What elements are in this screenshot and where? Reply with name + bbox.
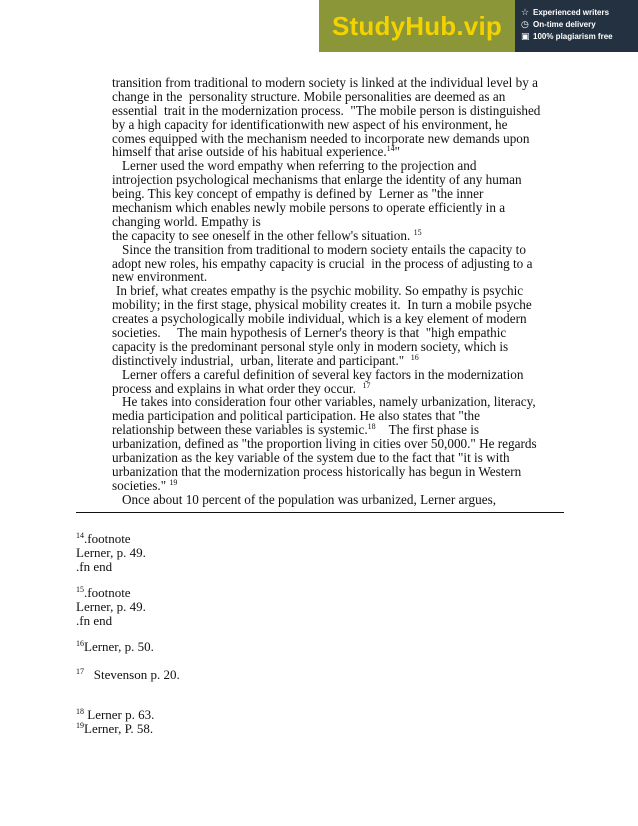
- text-line: essential trait in the modernization process. "The mobile person is distinguished: [112, 102, 541, 118]
- footnote-number: 18: [76, 707, 84, 716]
- text-line: Lerner offers a careful definition of several key factors in the modernization: [122, 366, 524, 382]
- footnote-number: 17: [76, 667, 84, 676]
- footnote-ref[interactable]: 19: [169, 477, 178, 487]
- footnote-number: 16: [76, 639, 84, 648]
- text-span: distinctively industrial, urban, literate and participant.": [112, 352, 411, 368]
- text-line: introjection psychological mechanisms that enlarge the identity of any human: [112, 172, 522, 188]
- text-line: creates a psychologically mobile individual, which is a key element of modern: [112, 311, 527, 327]
- text-line: capacity is the predominant personal style only in modern society, which is: [112, 338, 509, 354]
- text-span: process and explains in what order they occur.: [112, 380, 363, 396]
- text-line: changing world. Empathy is: [112, 213, 261, 229]
- text-line: Once about 10 percent of the population was urbanized, Lerner argues,: [122, 491, 496, 507]
- feature-item: [521, 18, 638, 30]
- footnote-text: Lerner, p. 50.: [84, 639, 154, 654]
- text-line: [112, 382, 564, 396]
- footnote-ref[interactable]: 16: [410, 352, 419, 362]
- text-line: urbanization that the modernization process historically has begun in Western: [112, 463, 522, 479]
- brand-name: StudyHub.vip: [332, 10, 502, 41]
- footnote-16: [76, 640, 556, 654]
- footnote-text: Lerner, p. 49.: [76, 599, 146, 614]
- footnote-text: Stevenson p. 20.: [84, 667, 180, 682]
- text-line: by a high capacity for identificationwith new aspect of his environment, he: [112, 116, 508, 132]
- footnote-ref[interactable]: 14: [386, 144, 395, 154]
- feature-item: [521, 30, 638, 42]
- footnote-text: Lerner, P. 58.: [84, 721, 154, 736]
- footnote-18: [76, 708, 556, 722]
- feature-label: On-time delivery: [533, 19, 596, 29]
- text-span: societies.": [112, 477, 170, 493]
- footnote-ref[interactable]: 15: [413, 227, 422, 237]
- footnote-text: .footnote: [84, 531, 131, 546]
- text-span: The first phase is: [375, 422, 480, 438]
- main-text: [112, 76, 564, 507]
- feature-list: [515, 0, 638, 52]
- text-line: being. This key concept of empathy is defined by Lerner as "the inner: [112, 186, 484, 202]
- text-line: mechanism which enables newly mobile persons to operate efficiently in a: [112, 200, 506, 216]
- brand-logo[interactable]: [319, 0, 515, 52]
- text-line: media participation and political participation. He also states that "the: [112, 408, 480, 424]
- footnotes: [76, 532, 556, 736]
- footnote-text: .fn end: [76, 613, 113, 628]
- footnote-19: [76, 722, 556, 736]
- feature-label: 100% plagiarism free: [533, 31, 613, 41]
- footnote-15: [76, 586, 556, 600]
- text-line: urbanization, defined as "the proportion living in cities over 50,000." He regards: [112, 436, 537, 452]
- text-span: himself that arise outside of his habitual experience.: [112, 144, 387, 160]
- text-line: Lerner used the word empathy when referring to the projection and: [122, 158, 477, 174]
- text-line: adopt new roles, his empathy capacity is crucial in the process of adjusting to a: [112, 255, 533, 271]
- footnote-17: [76, 668, 556, 682]
- footnote-ref[interactable]: 18: [367, 422, 376, 432]
- text-span: relationship between these variables is systemic.: [112, 422, 368, 438]
- text-line: In brief, what creates empathy is the psychic mobility. So empathy is psychic: [116, 283, 524, 299]
- document-check-icon: ▣: [521, 30, 530, 41]
- text-line: new environment.: [112, 269, 208, 285]
- text-line: comes equipped with the mechanism needed to incorporate new demands upon: [112, 130, 530, 146]
- footnote-number: 14: [76, 531, 84, 540]
- footnote-number: 19: [76, 721, 84, 730]
- text-line: societies. The main hypothesis of Lerner's theory is that "high empathic: [112, 325, 507, 341]
- footnote-text: .fn end: [76, 559, 113, 574]
- text-line: [112, 423, 564, 437]
- footnote-text: Lerner p. 63.: [84, 707, 155, 722]
- feature-item: [521, 6, 638, 18]
- footnote-text: Lerner, p. 49.: [76, 545, 146, 560]
- star-icon: ☆: [521, 6, 530, 17]
- text-span: the capacity to see oneself in the other fellow's situation.: [112, 227, 414, 243]
- footnote-text: .footnote: [84, 585, 131, 600]
- feature-label: Experienced writers: [533, 7, 610, 17]
- quote-mark: ": [394, 144, 401, 160]
- text-line: [112, 229, 564, 243]
- clock-icon: ◷: [521, 18, 529, 29]
- ad-banner[interactable]: [319, 0, 638, 52]
- text-line: transition from traditional to modern society is linked at the individual level by a: [112, 75, 538, 90]
- footnote-divider: [76, 512, 564, 513]
- text-line: Since the transition from traditional to modern society entails the capacity to: [122, 241, 526, 257]
- text-line: [112, 145, 564, 159]
- text-line: He takes into consideration four other variables, namely urbanization, literacy,: [122, 394, 536, 410]
- footnote-ref[interactable]: 17: [362, 380, 371, 390]
- text-line: [112, 354, 564, 368]
- text-line: change in the personality structure. Mobile personalities are deemed as an: [112, 88, 506, 104]
- text-line: urbanization as the key variable of the system due to the fact that "it is with: [112, 450, 510, 466]
- footnote-14: [76, 532, 556, 546]
- text-line: mobility; in the first stage, physical mobility creates it. In turn a mobile psyche: [112, 297, 532, 313]
- footnote-number: 15: [76, 585, 84, 594]
- text-line: [112, 479, 564, 493]
